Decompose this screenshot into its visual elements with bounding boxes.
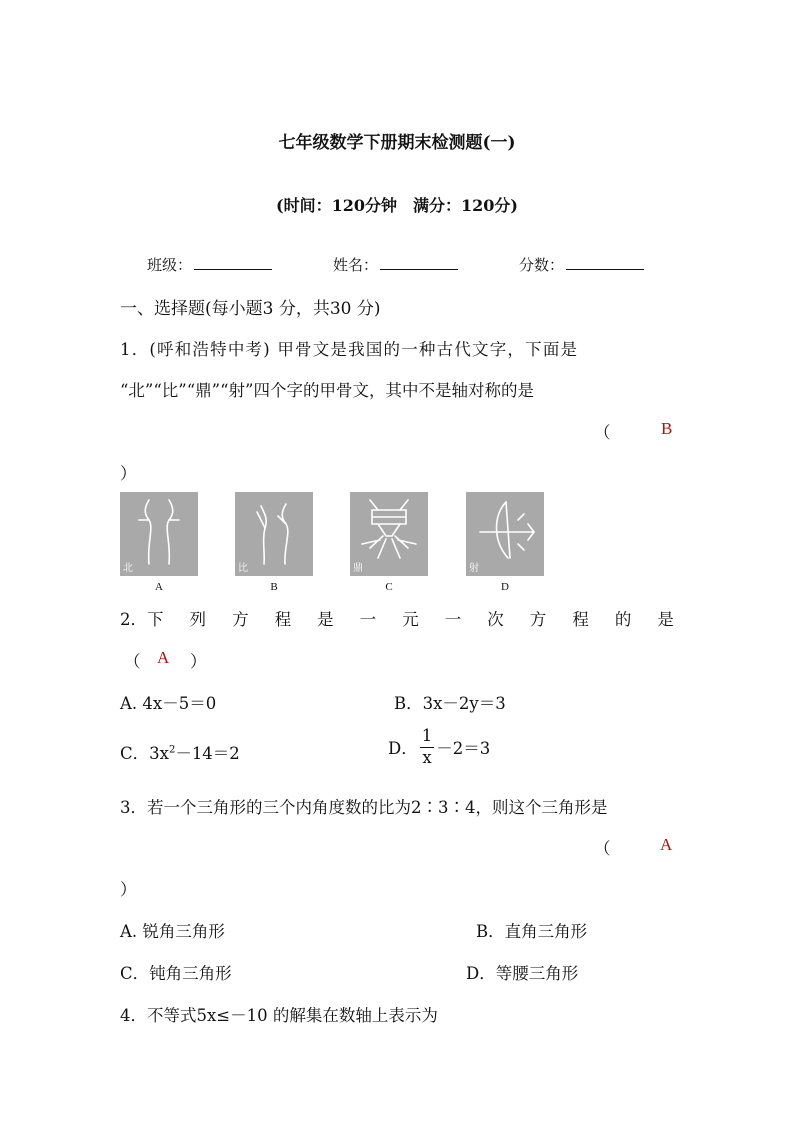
oracle-bone-bei-image (120, 492, 198, 576)
q2-stem-char: 是 (657, 610, 674, 629)
q2-option-b: B．3x－2y＝3 (394, 694, 506, 713)
score-label: 分数： (519, 256, 565, 274)
page-title: 七年级数学下册期末检测题(一) (278, 133, 516, 153)
q2-stem-char: 是 (317, 610, 334, 629)
q2-stem (120, 606, 674, 630)
q2-option-a: A. 4x－5＝0 (120, 694, 217, 713)
fraction-numerator: 1 (420, 728, 435, 748)
q3-option-b: B．直角三角形 (476, 922, 588, 941)
q2-stem-char: 程 (572, 610, 589, 629)
q2-stem-char: 2．下 (120, 610, 164, 629)
q2-option-c (120, 740, 240, 764)
q2-option-d (388, 728, 490, 766)
q2-option-d-fraction (420, 728, 435, 766)
class-label: 班级： (147, 256, 193, 274)
q2-option-c-exponent: 2 (168, 744, 176, 756)
figure-a-letter: A (155, 581, 163, 593)
class-blank[interactable] (194, 255, 272, 270)
q3-stem: 3．若一个三角形的三个内角度数的比为2∶3∶4，则这个三角形是 (120, 798, 608, 817)
q2-stem-char: 程 (274, 610, 292, 629)
name-label: 姓名： (333, 256, 379, 274)
name-field[interactable] (333, 254, 458, 275)
q1-paren-close: ） (120, 464, 137, 483)
figure-a-char: 北 (123, 563, 133, 574)
oracle-bone-bi-image (235, 492, 313, 576)
q2-stem-char: 方 (529, 610, 547, 629)
q3-answer: A (660, 835, 673, 854)
q1-paren-open: （ (594, 423, 611, 442)
q3-paren-close: ） (120, 880, 137, 899)
score-field[interactable] (519, 254, 644, 275)
q3-paren-open: （ (594, 839, 611, 858)
q2-answer: A (157, 648, 170, 667)
q2-stem-char: 列 (189, 610, 207, 629)
name-blank[interactable] (380, 255, 458, 270)
figure-d-letter: D (501, 581, 509, 593)
q2-stem-char: 次 (487, 610, 504, 629)
figure-b-char: 比 (238, 563, 248, 574)
q2-stem-char: 一 (444, 610, 462, 629)
q2-stem-char: 一 (359, 610, 377, 629)
exam-meta: (时间：120分钟 满分：120分) (276, 196, 518, 215)
q3-option-c: C．钝角三角形 (120, 964, 232, 983)
q2-option-d-rest: －2＝3 (436, 739, 491, 758)
section-heading: 一、选择题(每小题3 分，共30 分) (120, 299, 381, 319)
figure-c-char: 鼎 (353, 563, 363, 574)
fraction-denominator: x (422, 747, 432, 767)
q2-stem-char: 元 (402, 610, 419, 629)
figure-d-char: 射 (469, 563, 479, 574)
class-field[interactable] (147, 254, 272, 275)
q1-answer: B (661, 419, 673, 438)
q2-paren-open: （ (124, 652, 141, 671)
figure-b-letter: B (270, 581, 278, 593)
q3-option-d: D．等腰三角形 (466, 964, 579, 983)
q2-option-c-rest: －14＝2 (175, 744, 240, 763)
oracle-bone-ding-image (350, 492, 428, 576)
score-blank[interactable] (566, 255, 644, 270)
q4-stem: 4．不等式5x≤－10 的解集在数轴上表示为 (120, 1006, 438, 1025)
q2-option-d-label: D． (388, 739, 418, 758)
q2-paren-close: ） (190, 652, 207, 671)
q1-stem-line1: 1．(呼和浩特中考) 甲骨文是我国的一种古代文字，下面是 (120, 340, 579, 359)
q1-stem-line2: “北”“比”“鼎”“射”四个字的甲骨文，其中不是轴对称的是 (120, 381, 534, 400)
q2-stem-char: 方 (232, 610, 249, 629)
figure-c-letter: C (385, 581, 393, 593)
q2-option-c-base: C．3x (120, 744, 169, 763)
oracle-bone-she-image (466, 492, 544, 576)
q3-option-a: A. 锐角三角形 (120, 922, 225, 941)
q2-stem-char: 的 (614, 610, 632, 629)
